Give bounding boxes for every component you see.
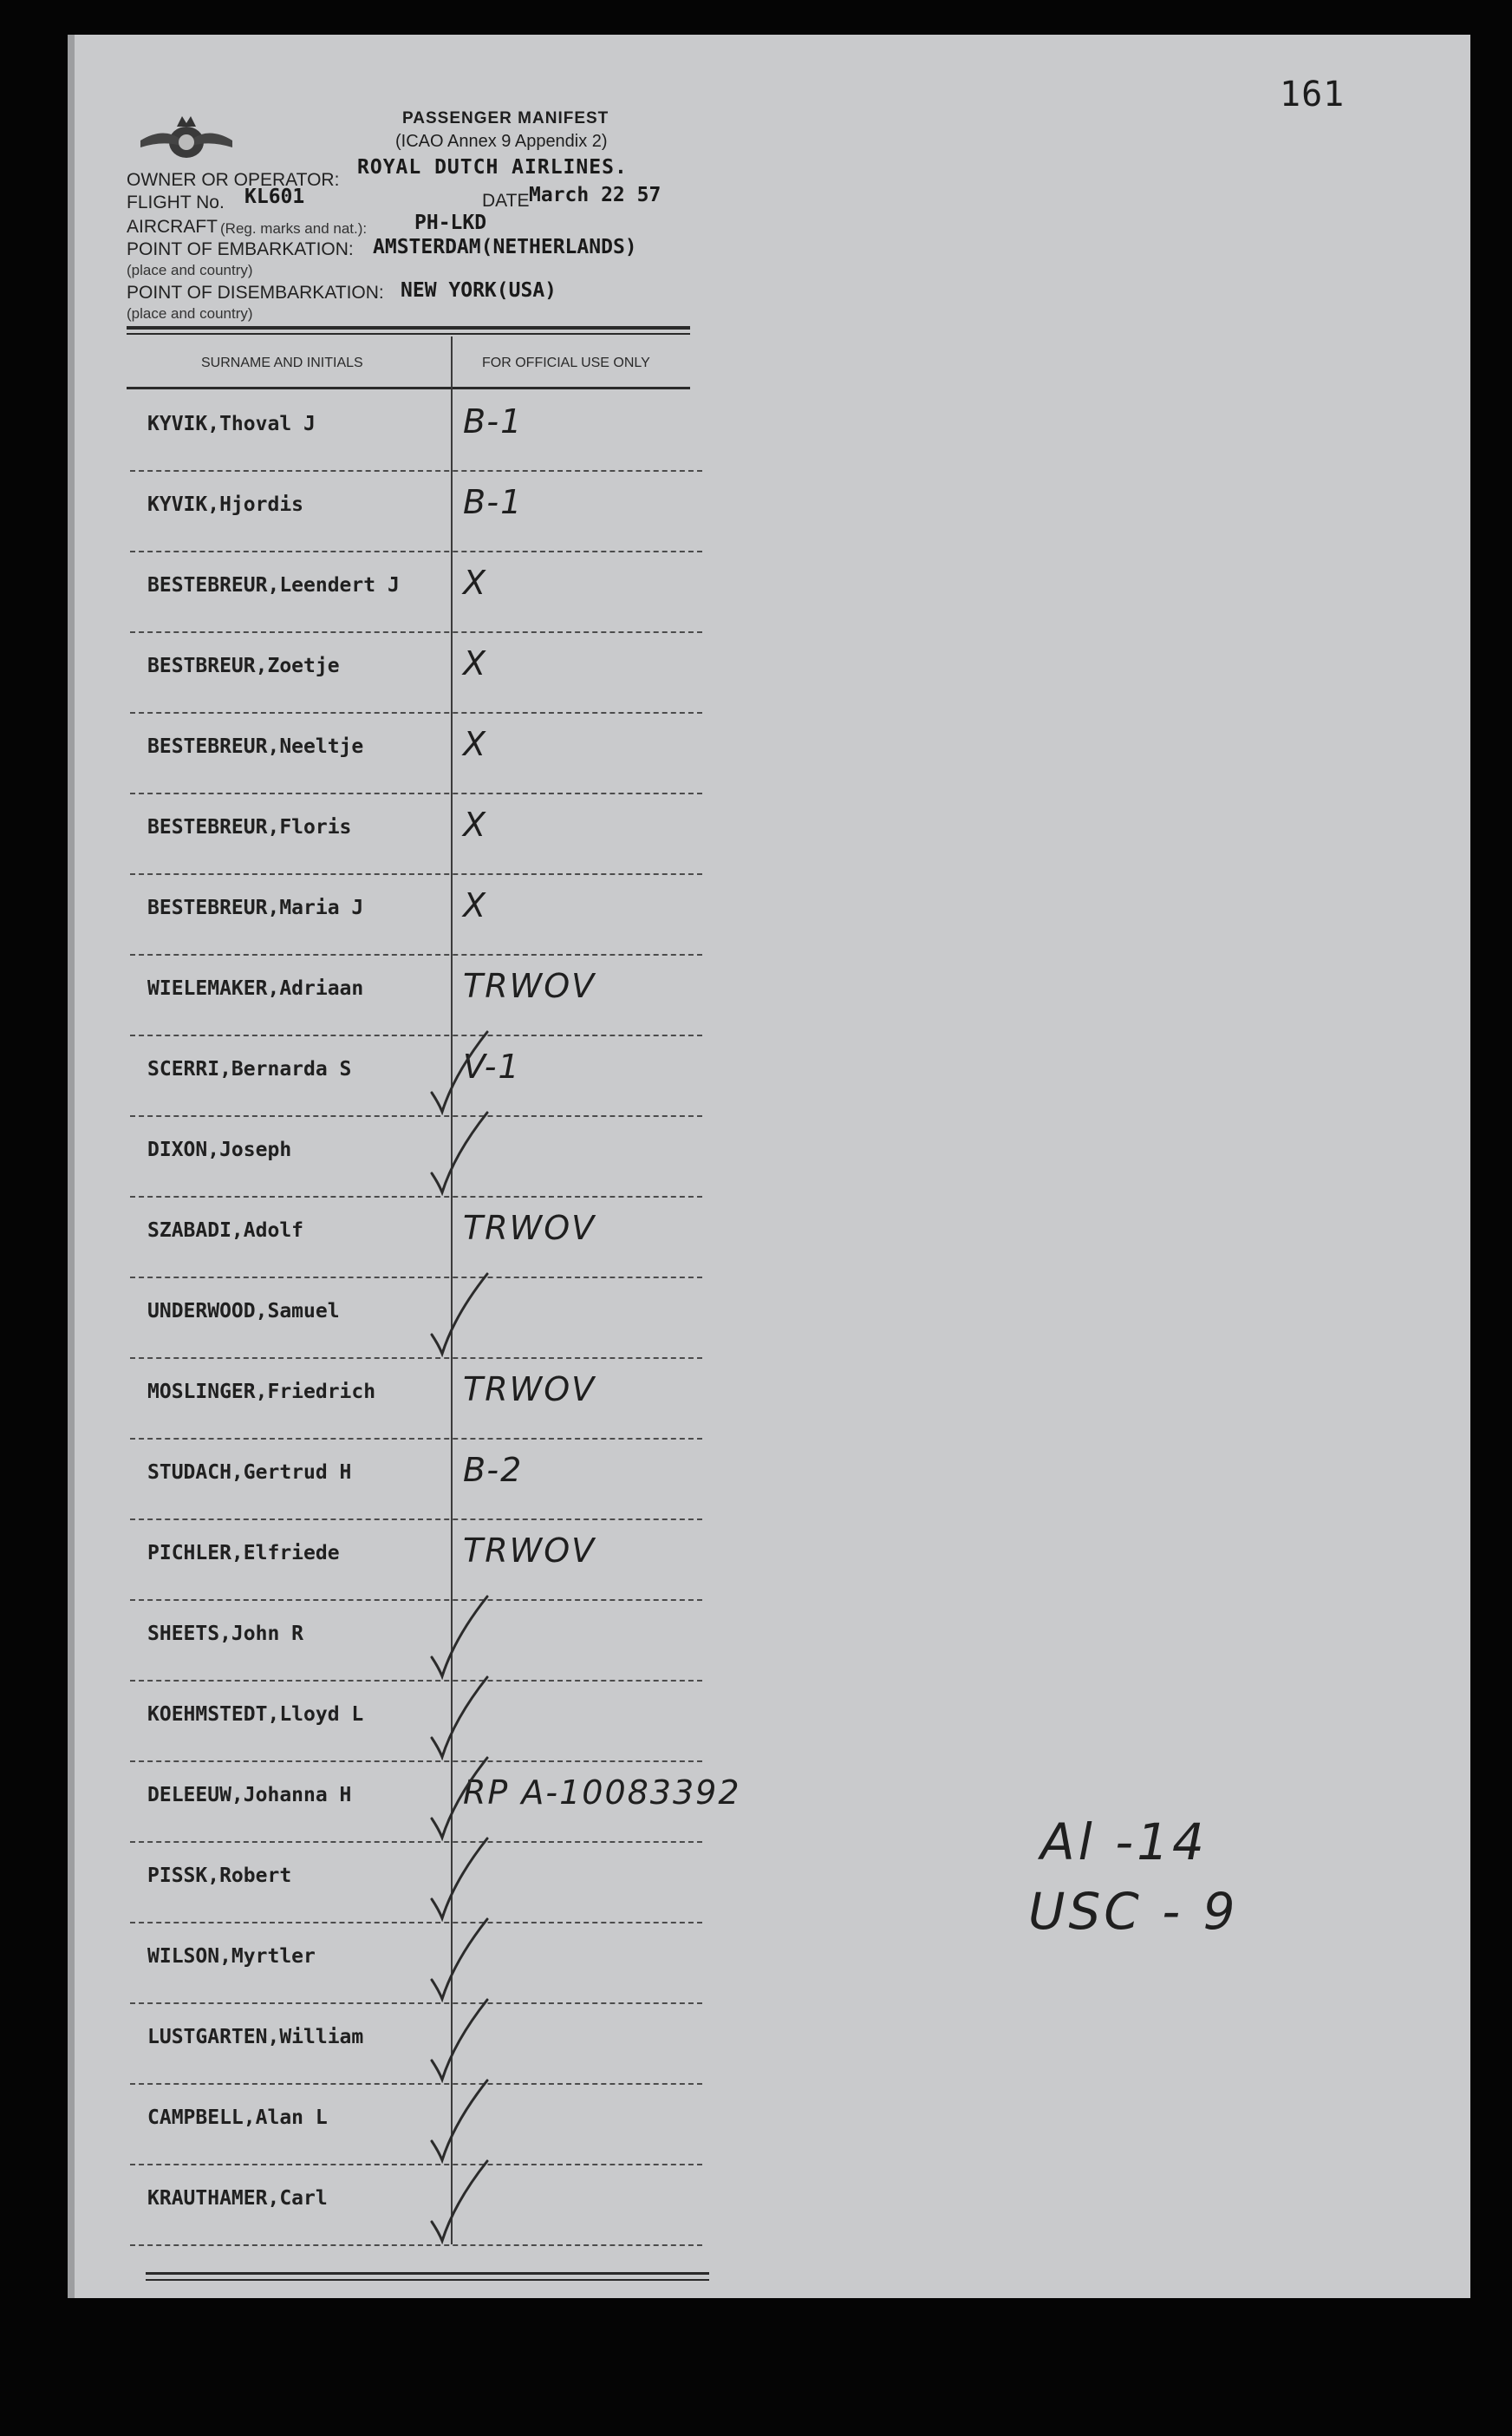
embarkation-value: AMSTERDAM(NETHERLANDS)	[373, 236, 637, 258]
row-rule	[130, 2244, 702, 2246]
passenger-row	[130, 2166, 702, 2246]
passenger-row	[130, 1602, 702, 1682]
official-use-note: TRWOV	[463, 1531, 596, 1570]
passenger-name: BESTEBREUR,Floris	[147, 816, 352, 839]
passenger-name: SCERRI,Bernarda S	[147, 1058, 352, 1081]
official-use-note: X	[463, 725, 488, 763]
row-rule	[130, 1680, 702, 1682]
passenger-row	[130, 1279, 702, 1359]
passenger-row	[130, 1844, 702, 1923]
column-head-official: FOR OFFICIAL USE ONLY	[482, 356, 650, 370]
row-rule	[130, 1841, 702, 1843]
passenger-name: DIXON,Joseph	[147, 1139, 292, 1161]
embarkation-note: (place and country)	[127, 262, 253, 278]
row-rule	[130, 1599, 702, 1601]
passenger-row	[130, 392, 702, 472]
official-use-note: TRWOV	[463, 967, 596, 1005]
checkmark-icon	[425, 1674, 494, 1760]
passenger-name: KRAUTHAMER,Carl	[147, 2187, 328, 2210]
checkmark-icon	[425, 1996, 494, 2083]
embarkation-label: POINT OF EMBARKATION:	[127, 239, 354, 259]
passenger-row	[130, 957, 702, 1036]
checkmark-icon	[425, 1029, 494, 1115]
header-rule-top	[127, 326, 690, 330]
row-rule	[130, 1196, 702, 1198]
passenger-row	[130, 1521, 702, 1601]
row-rule	[130, 1115, 702, 1117]
disembarkation-note: (place and country)	[127, 305, 253, 322]
row-rule	[130, 551, 702, 552]
passenger-row	[130, 553, 702, 633]
official-use-note: X	[463, 564, 488, 602]
checkmark-icon	[425, 1109, 494, 1196]
date-value: March 22 57	[529, 184, 662, 206]
passenger-row	[130, 2086, 702, 2165]
passenger-row	[130, 1198, 702, 1278]
passenger-name: WILSON,Myrtler	[147, 1945, 316, 1968]
row-rule	[130, 873, 702, 875]
passenger-name: KYVIK,Thoval J	[147, 413, 316, 435]
header-rule-bottom	[127, 333, 690, 335]
row-rule	[130, 1035, 702, 1036]
manifest-title: PASSENGER MANIFEST	[402, 109, 609, 127]
aircraft-note: (Reg. marks and nat.):	[220, 220, 368, 237]
row-rule	[130, 2002, 702, 2004]
page-number: 161	[1280, 75, 1346, 114]
column-head-rule	[127, 387, 690, 389]
passenger-row	[130, 1360, 702, 1440]
margin-note-line1: Al -14	[1040, 1812, 1208, 1871]
checkmark-icon	[425, 1270, 494, 1357]
passenger-name: LUSTGARTEN,William	[147, 2026, 364, 2048]
passenger-row	[130, 1682, 702, 1762]
disembarkation-value: NEW YORK(USA)	[401, 279, 557, 302]
passenger-row	[130, 795, 702, 875]
date-label: DATE	[482, 191, 530, 211]
passenger-name: KYVIK,Hjordis	[147, 493, 304, 516]
passenger-name: BESTEBREUR,Neeltje	[147, 735, 364, 758]
checkmark-icon	[425, 1916, 494, 2002]
footer-rule-top	[146, 2272, 709, 2275]
official-use-note: B-2	[463, 1451, 524, 1489]
official-use-note: V-1	[463, 1048, 521, 1086]
passenger-name: BESTEBREUR,Leendert J	[147, 574, 400, 597]
official-use-note: X	[463, 644, 488, 682]
row-rule	[130, 1760, 702, 1762]
row-rule	[130, 2083, 702, 2085]
passenger-name: PISSK,Robert	[147, 1865, 292, 1887]
checkmark-icon	[425, 1835, 494, 1922]
official-use-note: B-1	[463, 483, 524, 521]
row-rule	[130, 631, 702, 633]
manifest-subtitle: (ICAO Annex 9 Appendix 2)	[395, 132, 608, 151]
row-rule	[130, 470, 702, 472]
disembarkation-label: POINT OF DISEMBARKATION:	[127, 283, 384, 303]
passenger-name: SHEETS,John R	[147, 1623, 304, 1645]
official-use-note: RP A-10083392	[463, 1773, 741, 1812]
passenger-row	[130, 1440, 702, 1520]
passenger-row	[130, 634, 702, 714]
aircraft-value: PH-LKD	[414, 212, 487, 234]
passenger-name: KOEHMSTEDT,Lloyd L	[147, 1703, 364, 1726]
passenger-row	[130, 715, 702, 794]
owner-label: OWNER OR OPERATOR:	[127, 170, 340, 190]
passenger-row	[130, 1924, 702, 2004]
official-use-note: TRWOV	[463, 1209, 596, 1247]
passenger-name: PICHLER,Elfriede	[147, 1542, 340, 1564]
column-head-surname: SURNAME AND INITIALS	[201, 356, 363, 370]
passenger-name: UNDERWOOD,Samuel	[147, 1300, 340, 1322]
passenger-name: STUDACH,Gertrud H	[147, 1461, 352, 1484]
klm-crown-logo	[139, 109, 234, 170]
row-rule	[130, 712, 702, 714]
passenger-name: MOSLINGER,Friedrich	[147, 1381, 376, 1403]
passenger-name: WIELEMAKER,Adriaan	[147, 977, 364, 1000]
official-use-note: TRWOV	[463, 1370, 596, 1408]
official-use-note: X	[463, 886, 488, 924]
passenger-name: BESTBREUR,Zoetje	[147, 655, 340, 677]
row-rule	[130, 1438, 702, 1440]
row-rule	[130, 1922, 702, 1923]
passenger-row	[130, 876, 702, 956]
checkmark-icon	[425, 1754, 494, 1841]
passenger-name: CAMPBELL,Alan L	[147, 2106, 328, 2129]
footer-rule-bottom	[146, 2279, 709, 2281]
aircraft-label: AIRCRAFT	[127, 217, 218, 237]
row-rule	[130, 793, 702, 794]
passenger-row	[130, 473, 702, 552]
flight-label: FLIGHT No.	[127, 193, 225, 212]
row-rule	[130, 1277, 702, 1278]
passenger-name: BESTEBREUR,Maria J	[147, 897, 364, 919]
passenger-row	[130, 1037, 702, 1117]
passenger-row	[130, 1118, 702, 1198]
official-use-note: B-1	[463, 402, 524, 441]
checkmark-icon	[425, 2077, 494, 2164]
margin-note-line2: USC - 9	[1028, 1882, 1239, 1941]
flight-value: KL601	[244, 186, 305, 208]
passenger-name: SZABADI,Adolf	[147, 1219, 304, 1242]
passenger-row	[130, 2005, 702, 2085]
row-rule	[130, 954, 702, 956]
row-rule	[130, 2164, 702, 2165]
passenger-row	[130, 1763, 741, 1843]
sheet-left-edge	[68, 35, 75, 2298]
row-rule	[130, 1518, 702, 1520]
checkmark-icon	[425, 2158, 494, 2244]
passenger-name: DELEEUW,Johanna H	[147, 1784, 352, 1806]
checkmark-icon	[425, 1593, 494, 1680]
official-use-note: X	[463, 806, 488, 844]
row-rule	[130, 1357, 702, 1359]
owner-value: ROYAL DUTCH AIRLINES.	[357, 156, 628, 179]
